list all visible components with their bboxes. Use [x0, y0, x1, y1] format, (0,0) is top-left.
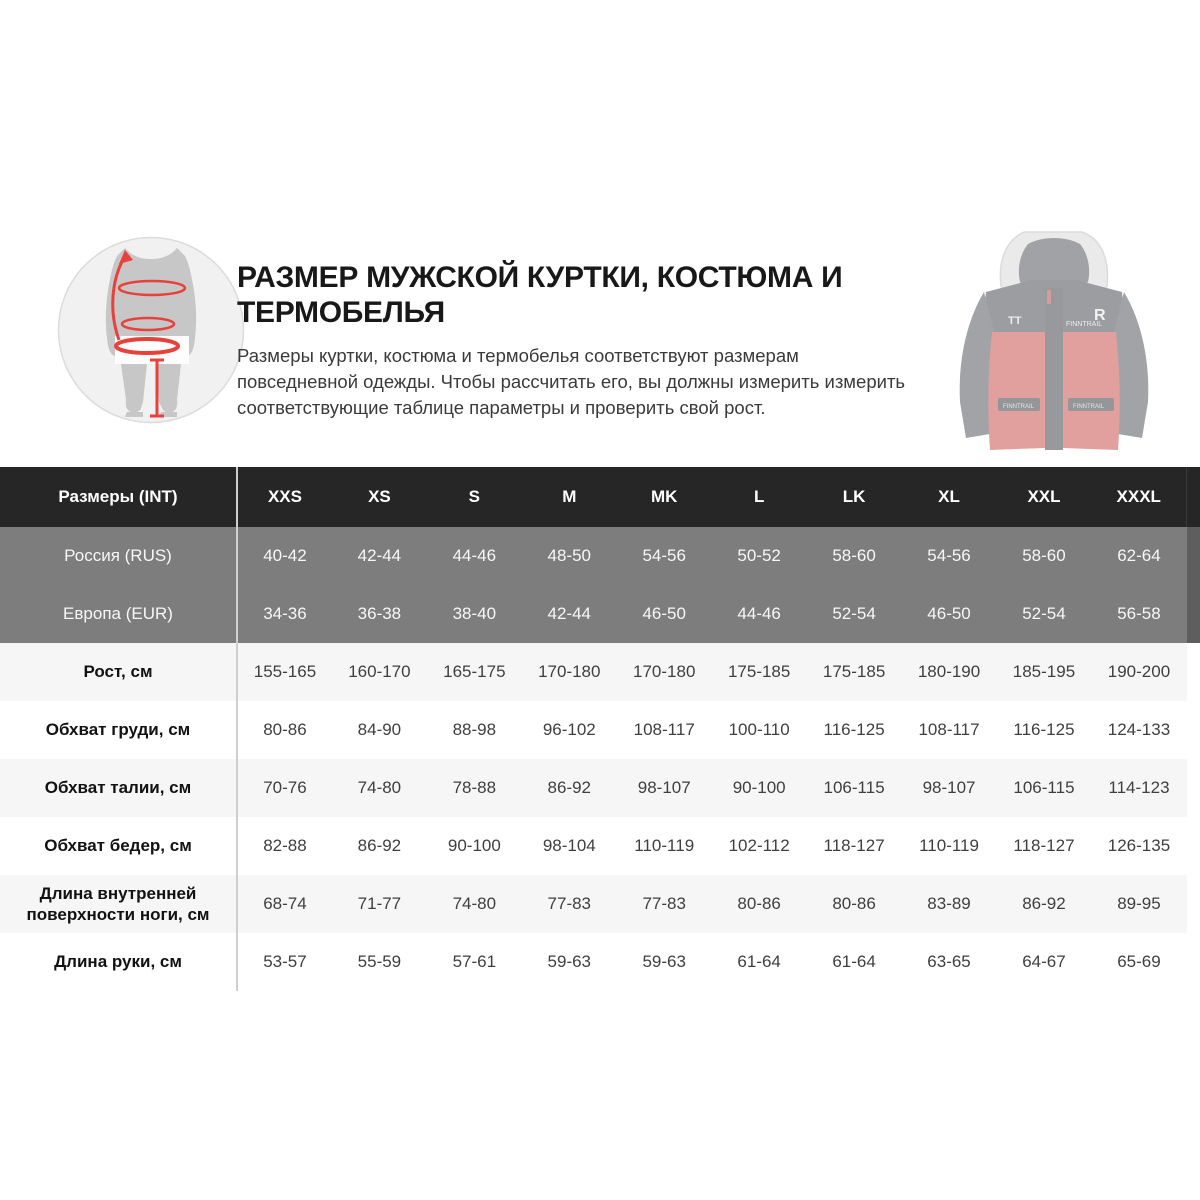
size-value-cell: 185-195 [997, 643, 1092, 701]
table-row [0, 933, 1200, 991]
size-value-cell: 52-54 [807, 585, 902, 643]
size-value-cell: 78-88 [427, 759, 522, 817]
row-label: Обхват бедер, см [0, 817, 237, 875]
table-row [0, 875, 1200, 933]
row-label: Обхват груди, см [0, 701, 237, 759]
size-header-lk: LK [842, 487, 866, 506]
row-label: Обхват талии, см [0, 759, 237, 817]
size-value-cell: 170-180 [522, 643, 617, 701]
table-edge-sliver [1187, 527, 1200, 585]
body-measurement-figure [57, 236, 245, 424]
size-value-cell: 44-46 [427, 527, 522, 585]
size-value-cell: 58-60 [997, 527, 1092, 585]
size-value-cell: 106-115 [997, 759, 1092, 817]
size-value-cell: 63-65 [902, 933, 997, 991]
table-row [0, 585, 1200, 643]
size-value-cell: 116-125 [997, 701, 1092, 759]
size-header-l: L [753, 487, 765, 506]
size-value-cell: 77-83 [522, 875, 617, 933]
table-edge-sliver [1187, 759, 1200, 817]
size-value-cell: 86-92 [522, 759, 617, 817]
row-label: Европа (EUR) [0, 585, 237, 643]
size-value-cell: 74-80 [427, 875, 522, 933]
size-value-cell: 83-89 [902, 875, 997, 933]
size-value-cell: 106-115 [807, 759, 902, 817]
size-value-cell: 110-119 [617, 817, 712, 875]
size-table-body [0, 527, 1200, 991]
size-value-cell: 118-127 [807, 817, 902, 875]
size-header-xxxl: XXXL [1116, 487, 1161, 506]
page-title: РАЗМЕР МУЖСКОЙ КУРТКИ, КОСТЮМА И ТЕРМОБЕЛЬЯ [237, 261, 843, 330]
size-value-cell: 62-64 [1091, 527, 1186, 585]
row-label: Длина внутренней поверхности ноги, см [0, 875, 237, 933]
size-value-cell: 84-90 [332, 701, 427, 759]
jacket-product-image [946, 228, 1162, 470]
size-value-cell: 155-165 [237, 643, 332, 701]
table-row [0, 759, 1200, 817]
size-value-cell: 102-112 [712, 817, 807, 875]
size-value-cell: 98-107 [617, 759, 712, 817]
size-value-cell: 59-63 [617, 933, 712, 991]
size-value-cell: 38-40 [427, 585, 522, 643]
size-value-cell: 80-86 [807, 875, 902, 933]
size-value-cell: 48-50 [522, 527, 617, 585]
size-header-xxl: XXL [1027, 487, 1061, 506]
size-value-cell: 96-102 [522, 701, 617, 759]
size-value-cell: 108-117 [902, 701, 997, 759]
size-value-cell: 77-83 [617, 875, 712, 933]
size-value-cell: 110-119 [902, 817, 997, 875]
size-value-cell: 65-69 [1091, 933, 1186, 991]
table-edge-sliver [1187, 701, 1200, 759]
size-value-cell: 34-36 [237, 585, 332, 643]
size-value-cell: 98-107 [902, 759, 997, 817]
size-value-cell: 160-170 [332, 643, 427, 701]
size-value-cell: 165-175 [427, 643, 522, 701]
svg-text:FINNTRAIL: FINNTRAIL [1073, 404, 1105, 410]
size-value-cell: 64-67 [997, 933, 1092, 991]
size-value-cell: 82-88 [237, 817, 332, 875]
size-header-mk: MK [650, 487, 678, 506]
table-row [0, 817, 1200, 875]
size-value-cell: 175-185 [712, 643, 807, 701]
size-value-cell: 170-180 [617, 643, 712, 701]
jacket-illustration [946, 228, 1162, 470]
size-value-cell: 108-117 [617, 701, 712, 759]
size-value-cell: 52-54 [997, 585, 1092, 643]
body-measurement-icon [57, 236, 245, 424]
table-row [0, 643, 1200, 701]
size-value-cell: 61-64 [807, 933, 902, 991]
size-value-cell: 175-185 [807, 643, 902, 701]
size-value-cell: 46-50 [902, 585, 997, 643]
table-row [0, 527, 1200, 585]
size-value-cell: 68-74 [237, 875, 332, 933]
size-value-cell: 42-44 [332, 527, 427, 585]
size-value-cell: 88-98 [427, 701, 522, 759]
table-corner-label: Размеры (INT) [0, 467, 237, 527]
table-edge-sliver [1187, 933, 1200, 991]
size-value-cell: 116-125 [807, 701, 902, 759]
svg-text:TT: TT [1008, 315, 1022, 327]
size-value-cell: 56-58 [1091, 585, 1186, 643]
svg-text:FINNTRAIL: FINNTRAIL [1066, 321, 1103, 328]
row-label: Рост, см [0, 643, 237, 701]
table-edge-sliver [1187, 585, 1200, 643]
size-table-header-row [0, 467, 1200, 527]
size-header-xl: XL [938, 487, 960, 506]
size-value-cell: 98-104 [522, 817, 617, 875]
size-value-cell: 190-200 [1091, 643, 1186, 701]
size-value-cell: 50-52 [712, 527, 807, 585]
size-value-cell: 90-100 [712, 759, 807, 817]
size-value-cell: 89-95 [1091, 875, 1186, 933]
size-header-m: M [562, 487, 577, 506]
size-header-s: S [468, 487, 481, 506]
size-value-cell: 90-100 [427, 817, 522, 875]
table-edge-sliver [1187, 643, 1200, 701]
size-header-xs: XS [368, 487, 391, 506]
size-value-cell: 74-80 [332, 759, 427, 817]
size-value-cell: 126-135 [1091, 817, 1186, 875]
size-value-cell: 124-133 [1091, 701, 1186, 759]
size-value-cell: 36-38 [332, 585, 427, 643]
size-header-xxs: XXS [267, 487, 302, 506]
size-value-cell: 100-110 [712, 701, 807, 759]
size-value-cell: 42-44 [522, 585, 617, 643]
size-value-cell: 57-61 [427, 933, 522, 991]
size-value-cell: 180-190 [902, 643, 997, 701]
size-value-cell: 59-63 [522, 933, 617, 991]
svg-text:FINNTRAIL: FINNTRAIL [1003, 404, 1035, 410]
table-edge-sliver [1187, 817, 1200, 875]
size-value-cell: 54-56 [902, 527, 997, 585]
row-label: Россия (RUS) [0, 527, 237, 585]
size-value-cell: 61-64 [712, 933, 807, 991]
size-value-cell: 53-57 [237, 933, 332, 991]
table-edge-sliver [1187, 467, 1200, 527]
size-value-cell: 118-127 [997, 817, 1092, 875]
size-value-cell: 70-76 [237, 759, 332, 817]
size-table-head [0, 467, 1200, 527]
size-value-cell: 40-42 [237, 527, 332, 585]
size-value-cell: 86-92 [332, 817, 427, 875]
size-value-cell: 80-86 [712, 875, 807, 933]
size-value-cell: 46-50 [617, 585, 712, 643]
size-value-cell: 58-60 [807, 527, 902, 585]
size-value-cell: 44-46 [712, 585, 807, 643]
size-value-cell: 71-77 [332, 875, 427, 933]
page-description: Размеры куртки, костюма и термобелья соответствуют размерам повседневной одежды. Чтобы рассчитать его, вы должны измерить измерить соответствующие таблице параметры и проверить свой рост. [237, 344, 906, 419]
row-label: Длина руки, см [0, 933, 237, 991]
size-value-cell: 114-123 [1091, 759, 1186, 817]
size-value-cell: 80-86 [237, 701, 332, 759]
size-value-cell: 86-92 [997, 875, 1092, 933]
svg-text:R: R [1094, 307, 1106, 324]
size-value-cell: 55-59 [332, 933, 427, 991]
size-table [0, 467, 1200, 991]
table-row [0, 701, 1200, 759]
size-value-cell: 54-56 [617, 527, 712, 585]
size-table-section [0, 467, 1200, 991]
table-edge-sliver [1187, 875, 1200, 933]
